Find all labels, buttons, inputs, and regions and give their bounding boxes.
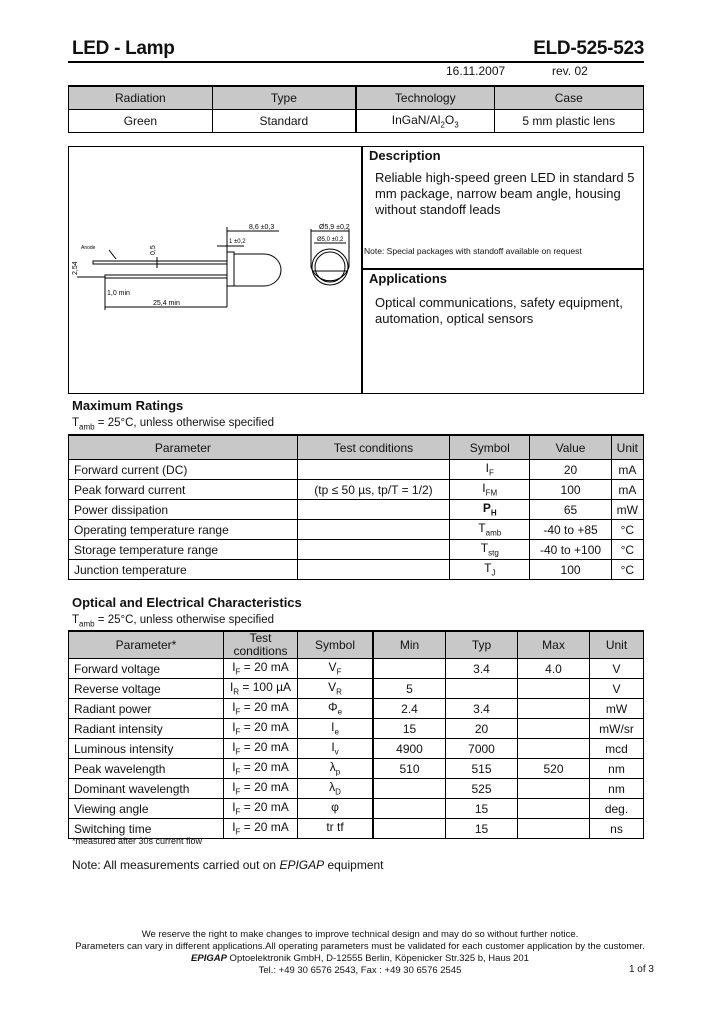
col-radiation: Radiation xyxy=(69,86,213,110)
parameter-cell: Storage temperature range xyxy=(69,540,298,560)
conditions-cell: $I_F = 20$ mA xyxy=(224,799,298,819)
unit-cell: mW xyxy=(611,500,643,520)
panel-divider xyxy=(361,146,363,394)
value-cell: -40 to +85 xyxy=(530,520,611,540)
table-row xyxy=(69,739,644,759)
value-cell: -40 to +100 xyxy=(530,540,611,560)
outer-diameter-label: Ø5,9 ±0,2 xyxy=(319,224,350,231)
col-type: Type xyxy=(212,86,356,110)
symbol-cell: tr tf xyxy=(298,819,374,839)
max-ratings-title: Maximum Ratings xyxy=(72,398,184,413)
min-cell xyxy=(373,799,446,819)
parameter-cell: Junction temperature xyxy=(69,560,298,580)
conditions-cell: $I_F = 20$ mA xyxy=(224,739,298,759)
parameter-cell: Viewing angle xyxy=(69,799,224,819)
max-cell: 4.0 xyxy=(518,659,590,679)
min-cell: 5 xyxy=(373,679,446,699)
min-cell xyxy=(373,659,446,679)
footer-disclaimer-1: We reserve the right to make changes to improve technical design and may do so without further notice. xyxy=(141,929,579,940)
value-cell: 65 xyxy=(530,500,611,520)
unit-cell: mW/sr xyxy=(590,719,644,739)
max-cell xyxy=(518,739,590,759)
unit-cell: ns xyxy=(590,819,644,839)
symbol-cell: $I_v$ xyxy=(298,739,374,759)
parameter-cell: Radiant power xyxy=(69,699,224,719)
document-revision: rev. 02 xyxy=(552,64,588,78)
flange-label: 1 ±0,2 xyxy=(229,239,246,245)
conditions-cell xyxy=(297,560,449,580)
footer-company: EPIGAP Optoelektronik GmbH, D-12555 Berlin, Köpenicker Str.325 b, Haus 201 xyxy=(191,953,529,964)
symbol-cell: $P_H$ xyxy=(450,500,530,520)
symbol-cell: φ xyxy=(298,799,374,819)
conditions-cell: $I_F = 20$ mA xyxy=(224,659,298,679)
col-test-conditions: Test conditions xyxy=(297,435,449,460)
max-cell xyxy=(518,819,590,839)
anode-label: Anode xyxy=(81,245,96,251)
conditions-cell: $I_F = 20$ mA xyxy=(224,699,298,719)
footer-contact: Tel.: +49 30 6576 2543, Fax : +49 30 6576 2545 xyxy=(258,965,462,976)
optical-header-row xyxy=(69,631,644,659)
parameter-cell: Dominant wavelength xyxy=(69,779,224,799)
panel-hdivider xyxy=(361,268,643,270)
typ-cell: 7000 xyxy=(446,739,518,759)
typ-cell xyxy=(446,679,518,699)
unit-cell: mW xyxy=(590,699,644,719)
page-number: 1 of 3 xyxy=(628,964,654,975)
lead-spacing-label: 2,54 xyxy=(72,261,79,275)
unit-cell: nm xyxy=(590,779,644,799)
unit-cell: deg. xyxy=(590,799,644,819)
table-row xyxy=(69,460,644,480)
parameter-cell: Forward voltage xyxy=(69,659,224,679)
conditions-cell: $I_R = 100$ µA xyxy=(224,679,298,699)
typ-cell: 3.4 xyxy=(446,699,518,719)
conditions-cell xyxy=(297,500,449,520)
parameter-cell: Operating temperature range xyxy=(69,520,298,540)
applications-text: Optical communications, safety equipment, automation, optical sensors xyxy=(375,295,623,326)
optical-table xyxy=(68,630,644,839)
table-row xyxy=(69,719,644,739)
document-date: 16.11.2007 xyxy=(446,64,506,78)
typ-cell: 515 xyxy=(446,759,518,779)
symbol-cell: $I_F$ xyxy=(450,460,530,480)
description-text: Reliable high-speed green LED in standard 5 mm package, narrow beam angle, housing without standoff leads xyxy=(375,170,635,217)
unit-cell: mcd xyxy=(590,739,644,759)
symbol-cell: $T_J$ xyxy=(450,560,530,580)
lead-width-label: 0,5 xyxy=(150,245,157,255)
measurement-note: Note: All measurements carried out on EPIGAP equipment xyxy=(72,858,384,872)
unit-cell: °C xyxy=(611,540,643,560)
max-cell xyxy=(518,799,590,819)
table-row xyxy=(69,799,644,819)
conditions-cell xyxy=(297,540,449,560)
unit-cell: mA xyxy=(611,480,643,500)
col-parameter: Parameter* xyxy=(69,631,224,659)
col-symbol: Symbol xyxy=(450,435,530,460)
summary-row xyxy=(69,110,644,133)
col-max: Max xyxy=(518,631,590,659)
max-cell xyxy=(518,719,590,739)
typ-cell: 525 xyxy=(446,779,518,799)
conditions-cell xyxy=(297,520,449,540)
lead-min-label: 1,0 min xyxy=(107,290,130,297)
min-cell: 510 xyxy=(373,759,446,779)
col-unit: Unit xyxy=(611,435,643,460)
value-cell: 20 xyxy=(530,460,611,480)
technology-value: InGaN/$Al_2O_3$ xyxy=(356,110,494,133)
table-row xyxy=(69,679,644,699)
lead-length-label: 25,4 min xyxy=(153,300,180,307)
led-dimension-drawing xyxy=(69,147,361,392)
table-row xyxy=(69,560,644,580)
col-case: Case xyxy=(494,86,644,110)
part-number: ELD-525-523 xyxy=(533,38,644,59)
conditions-cell: $I_F = 20$ mA xyxy=(224,819,298,839)
symbol-cell: $I_{FM}$ xyxy=(450,480,530,500)
radiation-value: Green xyxy=(69,110,213,133)
symbol-cell: $T_{amb}$ xyxy=(450,520,530,540)
symbol-cell: $I_e$ xyxy=(298,719,374,739)
min-cell: 15 xyxy=(373,719,446,739)
col-test-conditions: Test conditions xyxy=(224,631,298,659)
optical-title: Optical and Electrical Characteristics xyxy=(72,595,302,610)
case-value: 5 mm plastic lens xyxy=(494,110,644,133)
col-min: Min xyxy=(373,631,446,659)
value-cell: 100 xyxy=(530,560,611,580)
conditions-cell: $I_F = 20$ mA xyxy=(224,779,298,799)
conditions-cell: (tp ≤ 50 µs, tp/T = 1/2) xyxy=(297,480,449,500)
unit-cell: nm xyxy=(590,759,644,779)
parameter-cell: Peak forward current xyxy=(69,480,298,500)
value-cell: 100 xyxy=(530,480,611,500)
col-value: Value xyxy=(530,435,611,460)
max-ratings-table xyxy=(68,434,644,580)
typ-cell: 15 xyxy=(446,799,518,819)
max-ratings-condition: $T_{amb} = 25^\circ C$, unless otherwise specified xyxy=(72,417,275,432)
type-value: Standard xyxy=(212,110,356,133)
conditions-cell: $I_F = 20$ mA xyxy=(224,719,298,739)
min-cell: 4900 xyxy=(373,739,446,759)
table-row xyxy=(69,480,644,500)
table-row xyxy=(69,759,644,779)
table-row xyxy=(69,659,644,679)
parameter-cell: Radiant intensity xyxy=(69,719,224,739)
symbol-cell: $V_F$ xyxy=(298,659,374,679)
parameter-cell: Peak wavelength xyxy=(69,759,224,779)
summary-header-row xyxy=(69,86,644,110)
typ-cell: 15 xyxy=(446,819,518,839)
unit-cell: mA xyxy=(611,460,643,480)
body-length-label: 8,6 ±0,3 xyxy=(249,224,275,231)
description-heading: Description xyxy=(369,148,441,163)
parameter-cell: Luminous intensity xyxy=(69,739,224,759)
applications-heading: Applications xyxy=(369,271,448,286)
conditions-cell xyxy=(297,460,449,480)
table-row xyxy=(69,779,644,799)
table-row xyxy=(69,520,644,540)
table-row xyxy=(69,540,644,560)
parameter-cell: Reverse voltage xyxy=(69,679,224,699)
max-cell xyxy=(518,779,590,799)
unit-cell: V xyxy=(590,679,644,699)
parameter-cell: Power dissipation xyxy=(69,500,298,520)
symbol-cell: $\lambda_p$ xyxy=(298,759,374,779)
typ-cell: 20 xyxy=(446,719,518,739)
optical-condition: $T_{amb} = 25^\circ C$, unless otherwise specified xyxy=(72,614,275,629)
title-rule xyxy=(68,61,644,63)
min-cell xyxy=(373,779,446,799)
col-parameter: Parameter xyxy=(69,435,298,460)
conditions-cell: $I_F = 20$ mA xyxy=(224,759,298,779)
col-typ: Typ xyxy=(446,631,518,659)
min-cell xyxy=(373,819,446,839)
table-row xyxy=(69,500,644,520)
max-cell xyxy=(518,699,590,719)
summary-table xyxy=(68,85,644,133)
min-cell: 2.4 xyxy=(373,699,446,719)
symbol-cell: $V_R$ xyxy=(298,679,374,699)
typ-cell: 3.4 xyxy=(446,659,518,679)
max-cell xyxy=(518,679,590,699)
unit-cell: V xyxy=(590,659,644,679)
document-title: LED - Lamp xyxy=(72,38,175,59)
unit-cell: °C xyxy=(611,560,643,580)
lens-diameter-label: Ø5,0 ±0,2 xyxy=(317,237,344,243)
description-note: Note: Special packages with standoff available on request xyxy=(364,246,582,256)
symbol-cell: $\lambda_D$ xyxy=(298,779,374,799)
ratings-header-row xyxy=(69,435,644,460)
col-unit: Unit xyxy=(590,631,644,659)
max-cell: 520 xyxy=(518,759,590,779)
symbol-cell: $T_{stg}$ xyxy=(450,540,530,560)
parameter-cell: Forward current (DC) xyxy=(69,460,298,480)
measurement-footnote: *measured after 30s current flow xyxy=(72,836,203,846)
col-symbol: Symbol xyxy=(298,631,374,659)
col-technology: Technology xyxy=(356,86,494,110)
symbol-cell: $\Phi_e$ xyxy=(298,699,374,719)
table-row xyxy=(69,699,644,719)
footer-disclaimer-2: Parameters can vary in different applications.All operating parameters must be validated for each customer application by the customer. xyxy=(75,941,645,952)
parameter-cell: Switching time xyxy=(69,819,224,839)
unit-cell: °C xyxy=(611,520,643,540)
